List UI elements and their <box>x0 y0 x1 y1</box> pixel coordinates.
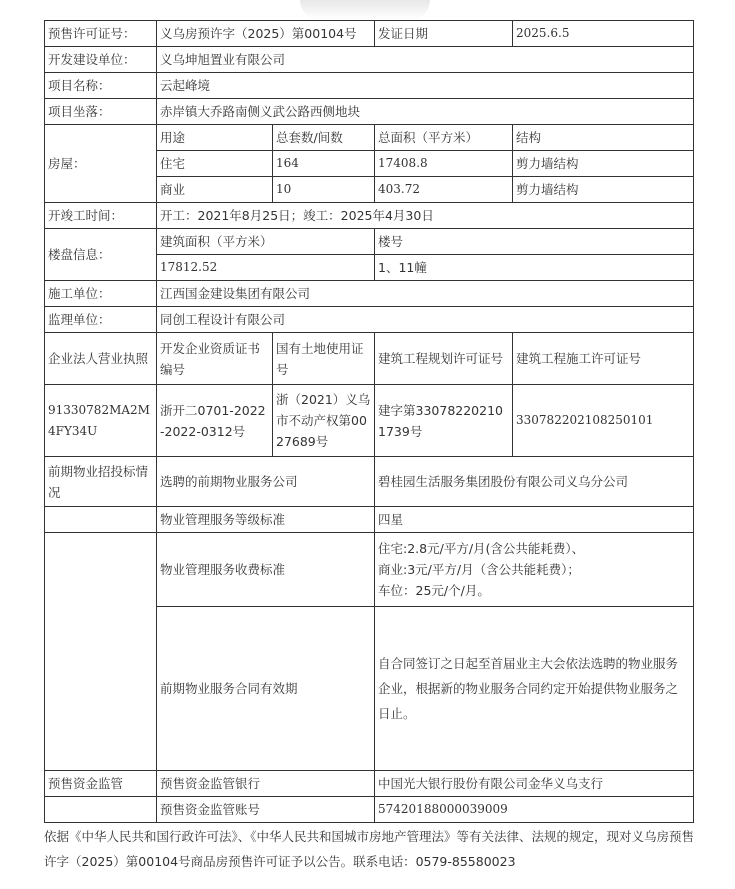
planning-permit-header: 建筑工程规划许可证号 <box>375 333 513 385</box>
fund-bank-label: 预售资金监管银行 <box>157 771 375 797</box>
location-label: 项目坐落： <box>45 99 157 125</box>
license-label: 企业法人营业执照 <box>45 333 157 385</box>
fee-standard <box>375 533 694 607</box>
fund-account-label: 预售资金监管账号 <box>157 797 375 823</box>
schedule: 开工：2021年8月25日；竣工：2025年4月30日 <box>157 203 694 229</box>
project-name-label: 项目名称： <box>45 73 157 99</box>
fee-line: 住宅:2.8元/平方/月(含公共能耗费）、 <box>378 541 585 556</box>
planning-permit-no: 建字第330782202101739号 <box>375 385 513 457</box>
row-permit-no <box>45 21 694 47</box>
issue-date-label: 发证日期 <box>375 21 513 47</box>
row-fund-account <box>45 797 694 823</box>
building-no-label: 楼号 <box>375 229 694 255</box>
housing-header-structure: 结构 <box>513 125 694 151</box>
developer-label: 开发建设单位： <box>45 47 157 73</box>
building-label: 楼盘信息： <box>45 229 157 281</box>
row-project-name <box>45 73 694 99</box>
property-bid-label: 前期物业招投标情况 <box>45 457 157 507</box>
row-schedule <box>45 203 694 229</box>
row-fee <box>45 533 694 607</box>
housing-area: 17408.8 <box>375 151 513 177</box>
contractor: 江西国金建设集团有限公司 <box>157 281 694 307</box>
row-housing-header <box>45 125 694 151</box>
service-level-label: 物业管理服务等级标准 <box>157 507 375 533</box>
service-level: 四星 <box>375 507 694 533</box>
qualification-no: 浙开二0701-2022-2022-0312号 <box>157 385 273 457</box>
land-cert-header: 国有土地使用证号 <box>273 333 375 385</box>
row-cert-headers <box>45 333 694 385</box>
top-fade-decoration <box>300 0 430 20</box>
row-building-header <box>45 229 694 255</box>
location: 赤岸镇大乔路南侧义武公路西侧地块 <box>157 99 694 125</box>
announcement-footer: 依据《中华人民共和国行政许可法》、《中华人民共和国城市房地产管理法》等有关法律、法规的规定，现对义乌房预售许字（2025）第00104号商品房预售许可证予以公告。联系电话：0579-85580023 <box>44 829 695 869</box>
fund-supervision-label: 预售资金监管 <box>45 771 157 797</box>
fund-account: 57420188000039009 <box>375 797 694 823</box>
property-company-label: 选聘的前期物业服务公司 <box>157 457 375 507</box>
contractor-label: 施工单位： <box>45 281 157 307</box>
land-cert-no: 浙（2021）义乌市不动产权第0027689号 <box>273 385 375 457</box>
contract-validity: 自合同签订之日起至首届业主大会依法选聘的物业服务企业，根据新的物业服务合同约定开始提供物业服务之日止。 <box>375 607 694 771</box>
housing-area: 403.72 <box>375 177 513 203</box>
fund-bank: 中国光大银行股份有限公司金华义乌支行 <box>375 771 694 797</box>
row-contractor <box>45 281 694 307</box>
contract-validity-label: 前期物业服务合同有效期 <box>157 607 375 771</box>
fee-label: 物业管理服务收费标准 <box>157 533 375 607</box>
project-name: 云起峰境 <box>157 73 694 99</box>
fee-line: 车位：25元/个/月。 <box>378 583 490 598</box>
row-location <box>45 99 694 125</box>
supervisor: 同创工程设计有限公司 <box>157 307 694 333</box>
row-cert-values <box>45 385 694 457</box>
row-service-level <box>45 507 694 533</box>
supervisor-label: 监理单位： <box>45 307 157 333</box>
license-no: 91330782MA2M4FY34U <box>45 385 157 457</box>
property-company: 碧桂园生活服务集团股份有限公司义乌分公司 <box>375 457 694 507</box>
empty-cell <box>45 797 157 823</box>
housing-header-area: 总面积（平方米） <box>375 125 513 151</box>
row-property-company <box>45 457 694 507</box>
housing-structure: 剪力墙结构 <box>513 151 694 177</box>
building-area: 17812.52 <box>157 255 375 281</box>
permit-no-label: 预售许可证号： <box>45 21 157 47</box>
qualification-header: 开发企业资质证书编号 <box>157 333 273 385</box>
housing-use: 商业 <box>157 177 273 203</box>
row-developer <box>45 47 694 73</box>
housing-label: 房屋： <box>45 125 157 203</box>
permit-no: 义乌房预许字（2025）第00104号 <box>157 21 375 47</box>
housing-units: 164 <box>273 151 375 177</box>
housing-header-units: 总套数/间数 <box>273 125 375 151</box>
building-area-label: 建筑面积（平方米） <box>157 229 375 255</box>
construction-permit-no: 330782202108250101 <box>513 385 694 457</box>
empty-cell <box>45 507 157 533</box>
empty-cell <box>45 533 157 771</box>
housing-structure: 剪力墙结构 <box>513 177 694 203</box>
schedule-label: 开竣工时间： <box>45 203 157 229</box>
developer: 义乌坤旭置业有限公司 <box>157 47 694 73</box>
presale-permit-table <box>44 20 694 823</box>
construction-permit-header: 建筑工程施工许可证号 <box>513 333 694 385</box>
row-fund-bank <box>45 771 694 797</box>
housing-units: 10 <box>273 177 375 203</box>
housing-use: 住宅 <box>157 151 273 177</box>
fee-line: 商业:3元/平方/月（含公共能耗费）； <box>378 562 580 577</box>
issue-date: 2025.6.5 <box>513 21 694 47</box>
row-supervisor <box>45 307 694 333</box>
building-no: 1、11幢 <box>375 255 694 281</box>
housing-header-use: 用途 <box>157 125 273 151</box>
